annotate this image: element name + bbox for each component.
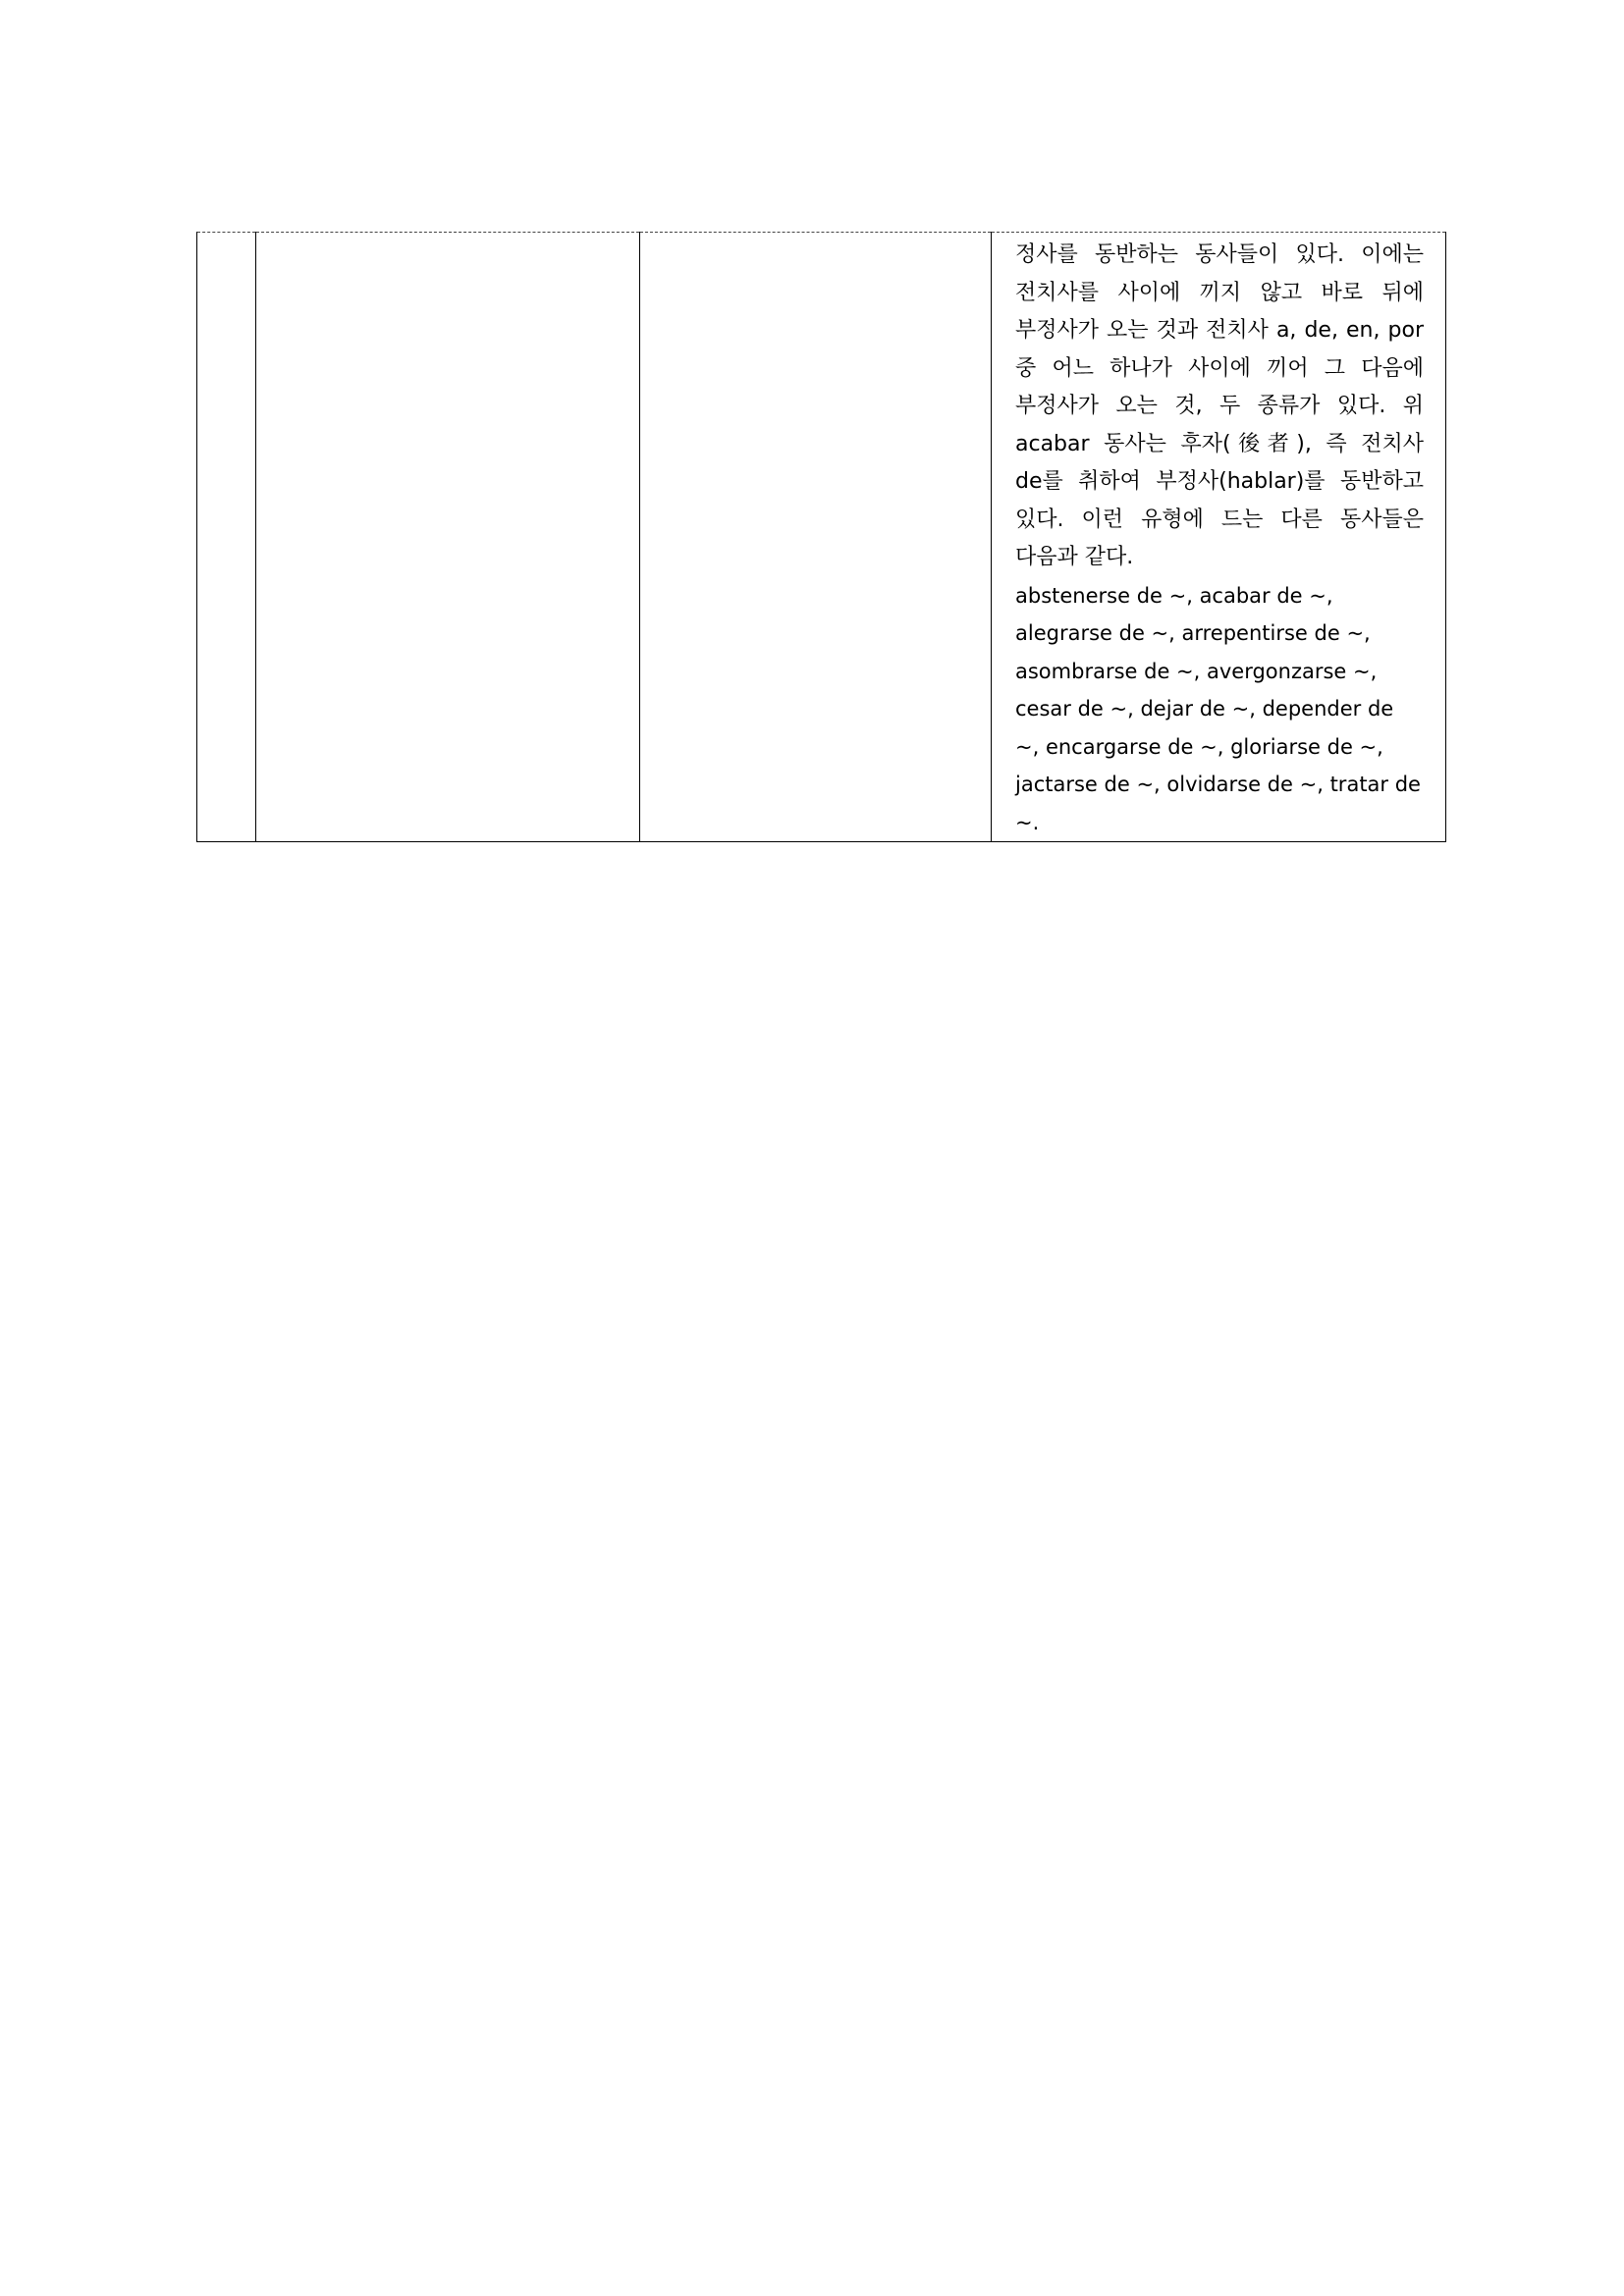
table-cell-number (197, 233, 256, 842)
document-table (196, 232, 1446, 842)
table-cell-translation (640, 233, 992, 842)
verb-list: abstenerse de ~, acabar de ~, alegrarse de ~, arrepentirse de ~, asombrarse de ~, avergonzarse ~, cesar de ~, dejar de ~, depender de ~, encargarse de ~, gloriarse de ~, jactarse de ~, olvidarse de ~, tratar de ~. (1015, 583, 1421, 834)
table-cell-explanation (992, 233, 1446, 842)
explanation-text (992, 233, 1445, 841)
table-row (197, 233, 1446, 842)
table-cell-spanish (256, 233, 640, 842)
explanation-paragraph: 정사를 동반하는 동사들이 있다. 이에는 전치사를 사이에 끼지 않고 바로 뒤에 부정사가 오는 것과 전치사 a, de, en, por 중 어느 하나가 사이에 끼어 그 다음에 부정사가 오는 것, 두 종류가 있다. 위 acabar 동사는 후자(後者), 즉 전치사 de를 취하여 부정사(hablar)를 동반하고 있다. 이런 유형에 드는 다른 동사들은 다음과 같다. (1015, 242, 1424, 569)
